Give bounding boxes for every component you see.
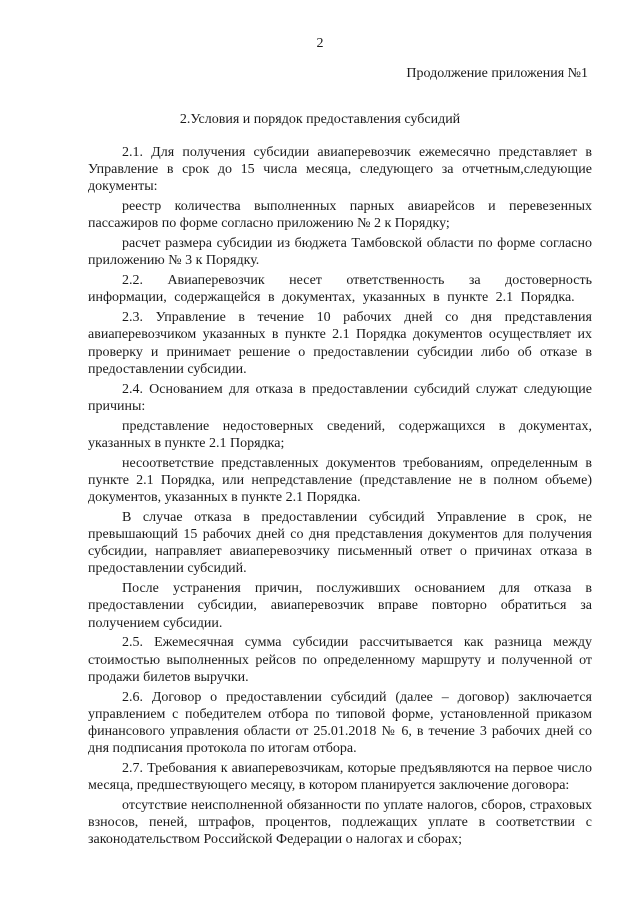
paragraph-2-5: 2.5. Ежемесячная сумма субсидии рассчитывается как разница между стоимостью выполненных рейсов по определенному маршруту и полученной от продажи билетов выручки. <box>88 635 592 685</box>
paragraph-2-1-item-registry: реестр количества выполненных парных авиарейсов и перевезенных пассажиров по форме согласно приложению № 2 к Порядку; <box>88 199 592 232</box>
paragraph-2-7: 2.7. Требования к авиаперевозчикам, которые предъявляются на первое число месяца, предшествующего месяцу, в котором планируется заключение договора: <box>88 761 592 794</box>
paragraph-2-7-requirement-taxes: отсутствие неисполненной обязанности по уплате налогов, сборов, страховых взносов, пеней, штрафов, процентов, подлежащих уплате в соответствии с законодательством Российской Федерации о налогах и сборах; <box>88 798 592 848</box>
document-body <box>88 144 592 851</box>
paragraph-refusal-notice: В случае отказа в предоставлении субсидий Управление в срок, не превышающий 15 рабочих дней со дня представления документов для получения субсидии, направляет авиаперевозчику письменный ответ о причинах отказа в предоставлении субсидий. <box>88 509 592 577</box>
appendix-note: Продолжение приложения №1 <box>406 66 588 81</box>
paragraph-2-4-reason-noncompliance: несоответствие представленных документов требованиям, определенным в пункте 2.1 Порядка, или непредставление (представление не в полном объеме) документов, указанных в пункте 2.1 Порядка. <box>88 455 592 506</box>
paragraph-reapplication: После устранения причин, послуживших основанием для отказа в предоставлении субсидии, авиаперевозчик вправе повторно обратиться за получением субсидии. <box>88 581 592 631</box>
paragraph-2-2: 2.2. Авиаперевозчик несет ответственность за достоверность информации, содержащейся в документах, указанных в пункте 2.1 Порядка. <box>88 273 592 306</box>
paragraph-2-4: 2.4. Основанием для отказа в предоставлении субсидий служат следующие причины: <box>88 381 592 414</box>
paragraph-2-4-reason-unreliable: представление недостоверных сведений, содержащихся в документах, указанных в пункте 2.1 Порядка; <box>88 418 592 451</box>
paragraph-2-6: 2.6. Договор о предоставлении субсидий (далее – договор) заключается управлением с победителем отбора по типовой форме, установленной приказом финансового управления области от 25.01.2018 № 6, в течение 3 рабочих дней со дня подписания протокола по итогам отбора. <box>88 689 592 757</box>
page-number: 2 <box>316 36 324 51</box>
paragraph-2-1-item-calculation: расчет размера субсидии из бюджета Тамбовской области по форме согласно приложению № 3 к Порядку. <box>88 236 592 269</box>
paragraph-2-1: 2.1. Для получения субсидии авиаперевозчик ежемесячно представляет в Управление в срок до 15 числа месяца, следующего за отчетным,следующие документы: <box>88 145 592 195</box>
section-title: 2.Условия и порядок предоставления субсидий <box>179 112 461 127</box>
paragraph-2-3: 2.3. Управление в течение 10 рабочих дней со дня представления авиаперевозчиком указанных в пункте 2.1 Порядка документов осуществляет их проверку и принимает решение о предоставлении субсидии либо об отказе в предоставлении субсидии. <box>88 310 592 377</box>
